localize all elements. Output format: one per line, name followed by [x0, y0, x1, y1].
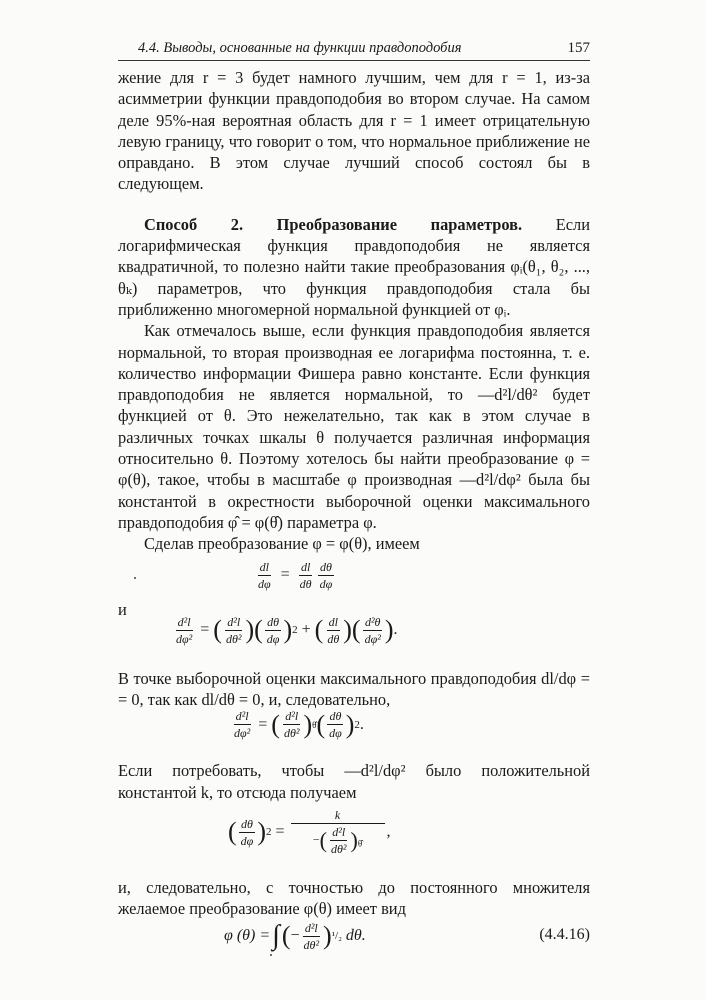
frac-dtheta-dphi: $\frac{d\theta}{d\varphi}$ — [319, 559, 333, 591]
frac-k-over-info: k −( $\frac{\text{d²l}}{\text{dθ²}}$ )$_{\thetâ}$ — [291, 807, 385, 857]
stray-dot — [134, 577, 136, 579]
paragraph-3: Как отмечалось выше, если функция правдоподобия является нормальной, то вторая производная ее логарифма постоянна, т. е. количество информации Фишера равно константе. Если функция правдоподобия не является нормальной, то —d²l/dθ² будет функцией от θ. Это нежелательно, так как в этом случае в различных точках шкалы θ получается различная информация относительно θ. Поэтому хотелось бы найти преобразование φ = φ(θ), такое, чтобы в масштабе φ производная —d²l/dφ² была бы константой в окрестности выборочной оценки максимального правдоподобия φ̂ = φ(θ̂) параметра φ. — [118, 321, 590, 532]
paragraph-6: Если потребовать, чтобы —d²l/dφ² было положительной константой k, то отсюда получаем — [118, 761, 590, 802]
paragraph-7: и, следовательно, с точностью до постоянного множителя желаемое преобразование φ(θ) имеет вид — [118, 878, 590, 919]
equation-second-derivative: $\frac{\text{d²l}}{\text{dφ²}}$ = ( $\frac{\text{d²l}}{\text{dθ²}}$ ) ( $\frac{d\theta}{d\varphi}$ ) 2 + ( $\frac{dl}{d\theta}$ ) ( $\frac{\text{d²θ}}{\text{dφ²}}$ ) . — [176, 614, 398, 646]
frac-dl-dtheta: $\frac{dl}{d\theta}$ — [299, 559, 312, 591]
frac-dl-dphi: $\frac{dl}{d\varphi}$ — [258, 559, 271, 591]
page — [118, 40, 590, 970]
frac-d2l-dphi2: $\frac{\text{d²l}}{\text{dφ²}}$ — [176, 614, 193, 646]
equation-4-4-16: φ (θ) = ∫ ( − $\frac{\text{d²l}}{\text{dθ²}}$ ) ¹/₂ dθ. (4.4.16) — [224, 920, 590, 952]
paragraph-1: жение для r = 3 будет намного лучшим, чем для r = 1, из-за асимметрии функции правдоподобия во втором случае. На самом деле 95%-ная вероятная область для r = 1 имеет отрицательную левую границу, что говорит о том, что нормальное приближение не оправдано. В этом случае лучший способ состоял бы в следующем. — [118, 68, 590, 194]
method-heading: Способ 2. Преобразование параметров. — [144, 214, 523, 234]
paragraph-method-2 — [118, 214, 590, 320]
equation-derivative-squared: ( $\frac{d\theta}{d\varphi}$ ) 2 = k −( $\frac{\text{d²l}}{\text{dθ²}}$ )$_{\thetâ}$ , — [228, 808, 391, 857]
equation-number: (4.4.16) — [539, 925, 590, 943]
method-text: Если логарифмическая функция правдоподобия не является квадратичной, то полезно найти такие преобразования φᵢ(θ₁, θ₂, ..., θₖ) параметров, что функция правдоподобия стала бы приближенно многомерной нормальной функцией от φᵢ. — [118, 214, 590, 319]
stray-mark — [270, 954, 272, 956]
page-number: 157 — [567, 40, 590, 56]
equation-at-mle: $\frac{\text{d²l}}{\text{dφ²}}$ = ( $\frac{\text{d²l}}{\text{dθ²}}$ ) θ̂ ( $\frac{d\theta}{d\varphi}$ ) 2 . — [234, 709, 364, 741]
chapter-title: 4.4. Выводы, основанные на функции правдоподобия — [138, 40, 462, 56]
paragraph-5: В точке выборочной оценки максимального правдоподобия dl/dφ = = 0, так как dl/dθ = 0, и, следовательно, — [118, 668, 590, 710]
running-header — [118, 40, 590, 61]
paragraph-4: Сделав преобразование φ = φ(θ), имеем — [144, 534, 420, 554]
equation-chain-rule: $\frac{dl}{d\varphi}$ = $\frac{dl}{d\theta}$ $\frac{d\theta}{d\varphi}$ — [118, 555, 590, 597]
and-word: и — [118, 599, 127, 619]
